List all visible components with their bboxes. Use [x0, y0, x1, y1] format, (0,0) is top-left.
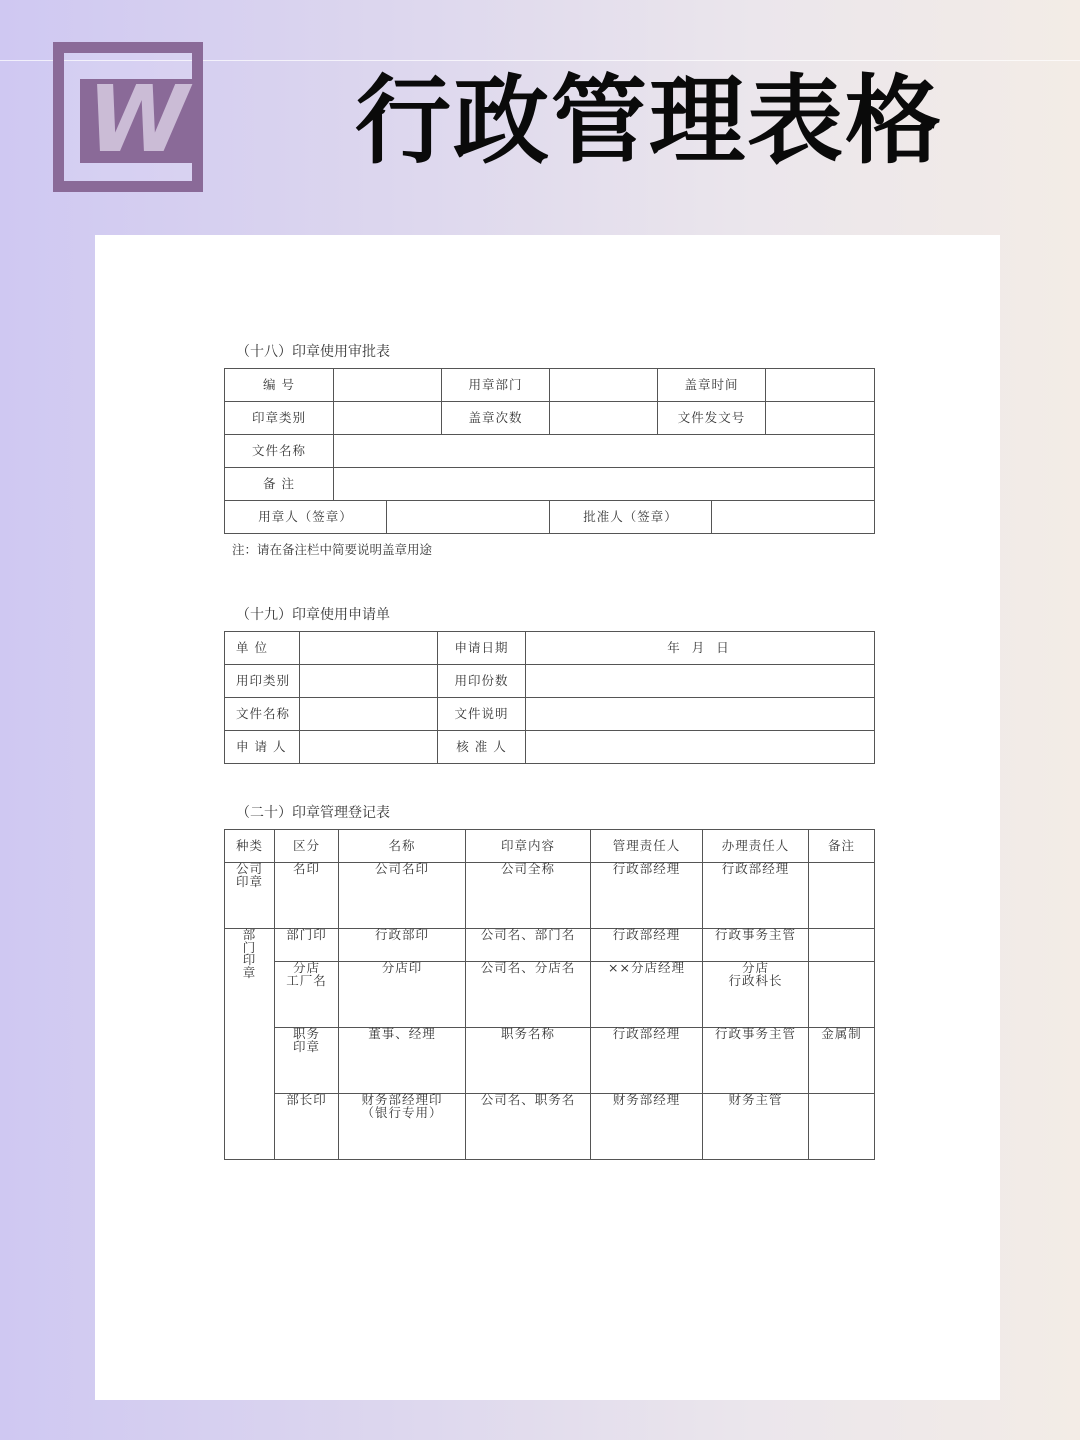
- form20-row: [225, 1094, 875, 1160]
- form18-title: （十八）印章使用审批表: [236, 344, 390, 360]
- form20-title: （二十）印章管理登记表: [236, 805, 390, 821]
- form20-kind-department: 部 门 印 章: [225, 929, 275, 1160]
- form20-cell: [809, 1094, 875, 1160]
- form19-table: [224, 631, 875, 764]
- form20-header: 办理责任人: [703, 830, 809, 863]
- form20-cell: 行政部印: [339, 929, 466, 962]
- form19-value2[interactable]: [526, 698, 875, 731]
- form20-cell: [809, 929, 875, 962]
- form19-label: 用印类别: [225, 665, 300, 698]
- form20-cell: 名印: [275, 863, 339, 929]
- form18-label-seal-type: 印章类别: [225, 402, 334, 435]
- form20-header: 备注: [809, 830, 875, 863]
- form20-row: [225, 929, 875, 962]
- word-logo-letter: W: [87, 66, 185, 173]
- form20-cell: 行政部经理: [703, 863, 809, 929]
- form20-cell: 部门印: [275, 929, 339, 962]
- form20-cell: 部长印: [275, 1094, 339, 1160]
- form20-table: [224, 829, 875, 1160]
- form18-file-name-field[interactable]: [334, 435, 875, 468]
- form19-value2[interactable]: [526, 731, 875, 764]
- form18-row: [225, 435, 875, 468]
- form20-row: [225, 962, 875, 1028]
- form19-field[interactable]: [300, 698, 438, 731]
- form18-label-number: 编 号: [225, 369, 334, 402]
- form20-cell: 财务部经理印 （银行专用）: [339, 1094, 466, 1160]
- form19-value2[interactable]: [526, 665, 875, 698]
- form18-row: [225, 402, 875, 435]
- form19-field[interactable]: [300, 731, 438, 764]
- form20-cell: 财务部经理: [591, 1094, 703, 1160]
- form20-cell: 公司名、分店名: [466, 962, 591, 1028]
- form20-cell: 分店印: [339, 962, 466, 1028]
- form19-title: （十九）印章使用申请单: [236, 607, 390, 623]
- form18-label-stamp-time: 盖章时间: [658, 369, 766, 402]
- form18-approver-sign-field[interactable]: [712, 501, 875, 534]
- form20-cell: 行政部经理: [591, 863, 703, 929]
- form18-seal-type-field[interactable]: [334, 402, 442, 435]
- form18-row: [225, 501, 875, 534]
- form18-stamp-time-field[interactable]: [766, 369, 875, 402]
- form19-label: 单 位: [225, 632, 300, 665]
- form20-cell: [809, 962, 875, 1028]
- form19-row: [225, 731, 875, 764]
- form19-label: 文件名称: [225, 698, 300, 731]
- form20-header: 管理责任人: [591, 830, 703, 863]
- form20-cell: 行政部经理: [591, 929, 703, 962]
- banner-title: 行政管理表格: [355, 65, 943, 177]
- form20-row: [225, 1028, 875, 1094]
- form18-stamp-count-field[interactable]: [550, 402, 658, 435]
- form18-label-stamp-count: 盖章次数: [442, 402, 550, 435]
- form20-header: 种类: [225, 830, 275, 863]
- form20-header: 名称: [339, 830, 466, 863]
- form20-header: 印章内容: [466, 830, 591, 863]
- form18-number-field[interactable]: [334, 369, 442, 402]
- form20-cell: 行政事务主管: [703, 1028, 809, 1094]
- form20-header: 区分: [275, 830, 339, 863]
- form20-cell: 分店 行政科长: [703, 962, 809, 1028]
- form19-row: [225, 632, 875, 665]
- form19-field[interactable]: [300, 632, 438, 665]
- form20-cell: 财务主管: [703, 1094, 809, 1160]
- form20-cell: 分店 工厂名: [275, 962, 339, 1028]
- form18-label-file-name: 文件名称: [225, 435, 334, 468]
- form20-cell: 职务名称: [466, 1028, 591, 1094]
- form20-cell: 职务 印章: [275, 1028, 339, 1094]
- form18-label-doc-number: 文件发文号: [658, 402, 766, 435]
- form20-row: [225, 863, 875, 929]
- form20-cell: 金属制: [809, 1028, 875, 1094]
- form19-row: [225, 698, 875, 731]
- form20-cell: 公司全称: [466, 863, 591, 929]
- form20-cell: 公司名、部门名: [466, 929, 591, 962]
- form19-value2[interactable]: 年 月 日: [526, 632, 875, 665]
- form20-cell: 行政部经理: [591, 1028, 703, 1094]
- form19-label2: 核 准 人: [438, 731, 526, 764]
- form19-label2: 文件说明: [438, 698, 526, 731]
- word-logo-icon: [53, 42, 203, 192]
- form20-kind-company: 公司 印章: [225, 863, 275, 929]
- form20-cell: 董事、经理: [339, 1028, 466, 1094]
- form18-label-dept: 用章部门: [442, 369, 550, 402]
- form18-dept-field[interactable]: [550, 369, 658, 402]
- form18-label-approver-sign: 批准人（签章）: [550, 501, 712, 534]
- form19-field[interactable]: [300, 665, 438, 698]
- form18-remarks-field[interactable]: [334, 468, 875, 501]
- form18-label-remarks: 备 注: [225, 468, 334, 501]
- form18-doc-number-field[interactable]: [766, 402, 875, 435]
- form20-cell: [809, 863, 875, 929]
- form18-user-sign-field[interactable]: [387, 501, 550, 534]
- form18-label-user-sign: 用章人（签章）: [225, 501, 387, 534]
- form19-label2: 申请日期: [438, 632, 526, 665]
- form18-row: [225, 369, 875, 402]
- form20-cell: 公司名、职务名: [466, 1094, 591, 1160]
- form18-table: [224, 368, 875, 534]
- form20-cell: 公司名印: [339, 863, 466, 929]
- form19-row: [225, 665, 875, 698]
- form18-row: [225, 468, 875, 501]
- form20-cell: 行政事务主管: [703, 929, 809, 962]
- form19-label: 申 请 人: [225, 731, 300, 764]
- form19-label2: 用印份数: [438, 665, 526, 698]
- form20-header-row: [225, 830, 875, 863]
- form20-cell: ××分店经理: [591, 962, 703, 1028]
- form18-note: 注：请在备注栏中简要说明盖章用途: [232, 542, 433, 557]
